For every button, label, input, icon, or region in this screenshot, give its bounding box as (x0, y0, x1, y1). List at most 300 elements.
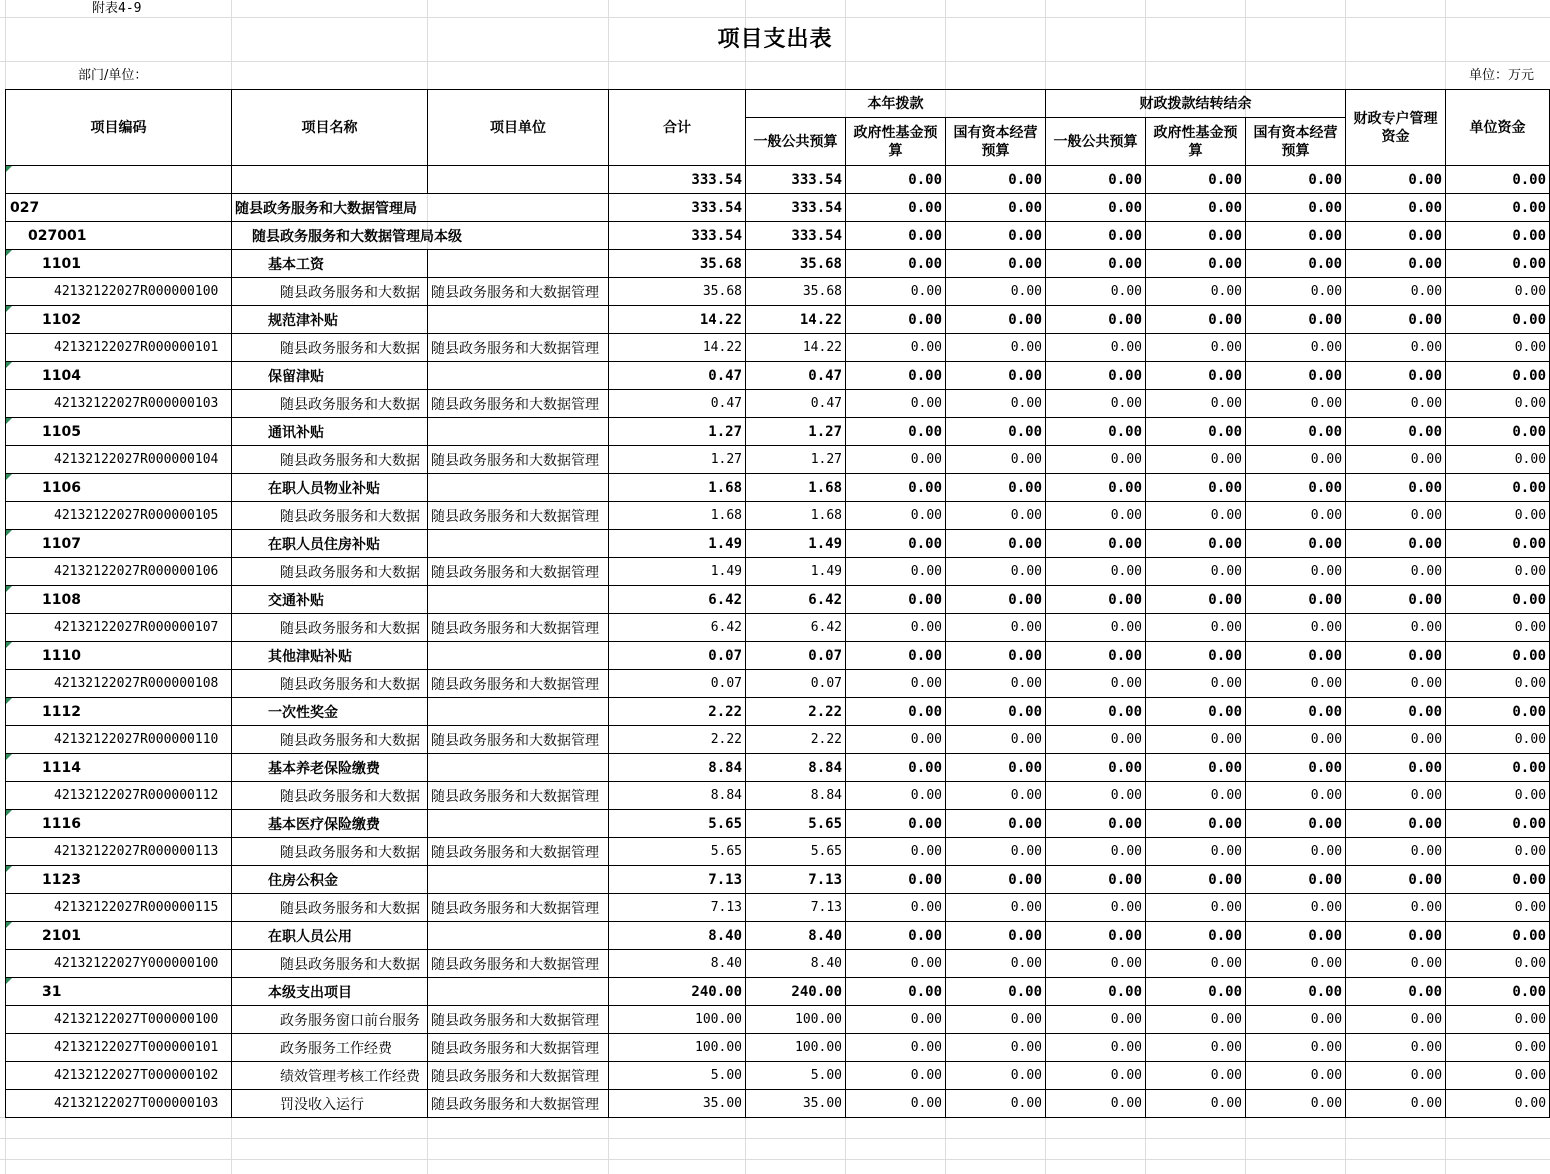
table-row[interactable] (6, 1062, 1550, 1090)
amount-cell[interactable]: 0.00 (1246, 474, 1346, 502)
amount-cell[interactable]: 0.00 (1046, 726, 1146, 754)
project-unit-cell[interactable] (428, 698, 609, 726)
amount-cell[interactable]: 0.00 (1446, 1062, 1550, 1090)
amount-cell[interactable]: 0.00 (1346, 1034, 1446, 1062)
amount-cell[interactable]: 8.40 (746, 950, 846, 978)
amount-cell[interactable]: 0.00 (1046, 782, 1146, 810)
amount-cell[interactable]: 333.54 (746, 222, 846, 250)
amount-cell[interactable]: 0.00 (1446, 698, 1550, 726)
amount-cell[interactable]: 5.65 (609, 838, 746, 866)
amount-cell[interactable]: 8.84 (609, 754, 746, 782)
amount-cell[interactable]: 0.00 (946, 670, 1046, 698)
amount-cell[interactable]: 0.00 (846, 474, 946, 502)
project-unit-cell[interactable]: 随县政务服务和大数据管理 (428, 1006, 609, 1034)
amount-cell[interactable]: 0.00 (1346, 306, 1446, 334)
header-name[interactable]: 项目名称 (232, 90, 428, 166)
amount-cell[interactable]: 0.00 (1246, 670, 1346, 698)
table-row[interactable] (6, 166, 1550, 194)
project-name-cell[interactable]: 随县政务服务和大数据 (232, 838, 428, 866)
table-row[interactable] (6, 978, 1550, 1006)
amount-cell[interactable]: 0.00 (1246, 194, 1346, 222)
project-code-cell[interactable]: 42132122027R000000113 (6, 838, 232, 866)
amount-cell[interactable]: 1.49 (746, 558, 846, 586)
project-name-cell[interactable]: 随县政务服务和大数据管理局 (232, 194, 609, 222)
project-name-cell[interactable]: 随县政务服务和大数据 (232, 782, 428, 810)
amount-cell[interactable]: 0.00 (846, 614, 946, 642)
amount-cell[interactable]: 0.07 (746, 642, 846, 670)
table-row[interactable] (6, 698, 1550, 726)
amount-cell[interactable]: 0.00 (1046, 586, 1146, 614)
amount-cell[interactable]: 0.00 (1246, 418, 1346, 446)
amount-cell[interactable]: 0.00 (1046, 194, 1146, 222)
amount-cell[interactable]: 0.00 (946, 810, 1046, 838)
project-name-cell[interactable]: 住房公积金 (232, 866, 428, 894)
amount-cell[interactable]: 0.00 (1146, 530, 1246, 558)
header-special-account[interactable]: 财政专户管理资金 (1346, 90, 1446, 166)
amount-cell[interactable]: 0.00 (1146, 194, 1246, 222)
amount-cell[interactable]: 0.00 (1146, 894, 1246, 922)
amount-cell[interactable]: 1.27 (609, 418, 746, 446)
amount-cell[interactable]: 5.65 (746, 838, 846, 866)
project-name-cell[interactable]: 随县政务服务和大数据 (232, 894, 428, 922)
amount-cell[interactable]: 0.00 (946, 1006, 1046, 1034)
amount-cell[interactable]: 6.42 (746, 614, 846, 642)
amount-cell[interactable]: 0.00 (846, 894, 946, 922)
amount-cell[interactable]: 0.00 (946, 586, 1046, 614)
table-row[interactable] (6, 866, 1550, 894)
amount-cell[interactable]: 0.00 (1046, 390, 1146, 418)
amount-cell[interactable]: 0.00 (1246, 922, 1346, 950)
header-group-current-year[interactable]: 本年拨款 (746, 90, 1046, 118)
amount-cell[interactable]: 0.00 (1446, 530, 1550, 558)
amount-cell[interactable]: 0.00 (1246, 754, 1346, 782)
amount-cell[interactable]: 6.42 (609, 614, 746, 642)
amount-cell[interactable]: 0.00 (1246, 838, 1346, 866)
amount-cell[interactable]: 0.00 (846, 362, 946, 390)
amount-cell[interactable]: 0.00 (1246, 530, 1346, 558)
amount-cell[interactable]: 0.00 (846, 530, 946, 558)
amount-cell[interactable]: 0.00 (1246, 222, 1346, 250)
table-row[interactable] (6, 838, 1550, 866)
amount-cell[interactable]: 0.00 (1146, 166, 1246, 194)
amount-cell[interactable]: 0.00 (1446, 894, 1550, 922)
amount-cell[interactable]: 0.00 (1246, 950, 1346, 978)
amount-cell[interactable]: 0.00 (946, 698, 1046, 726)
amount-cell[interactable]: 1.68 (746, 502, 846, 530)
project-code-cell[interactable]: 027001 (6, 222, 232, 250)
amount-cell[interactable]: 0.00 (946, 922, 1046, 950)
amount-cell[interactable]: 0.00 (1146, 642, 1246, 670)
amount-cell[interactable]: 8.40 (609, 950, 746, 978)
amount-cell[interactable]: 100.00 (746, 1034, 846, 1062)
project-unit-cell[interactable]: 随县政务服务和大数据管理 (428, 1062, 609, 1090)
amount-cell[interactable]: 0.00 (1246, 306, 1346, 334)
amount-cell[interactable]: 0.00 (946, 334, 1046, 362)
amount-cell[interactable]: 0.00 (1146, 222, 1246, 250)
amount-cell[interactable]: 0.00 (1346, 334, 1446, 362)
amount-cell[interactable]: 0.00 (1346, 530, 1446, 558)
project-code-cell[interactable]: 027 (6, 194, 232, 222)
amount-cell[interactable]: 0.00 (1446, 222, 1550, 250)
project-code-cell[interactable]: 1107 (6, 530, 232, 558)
amount-cell[interactable]: 0.00 (1246, 166, 1346, 194)
table-row[interactable] (6, 670, 1550, 698)
project-name-cell[interactable]: 随县政务服务和大数据管理局本级 (232, 222, 609, 250)
project-unit-cell[interactable]: 随县政务服务和大数据管理 (428, 1090, 609, 1118)
project-code-cell[interactable]: 1123 (6, 866, 232, 894)
amount-cell[interactable]: 0.00 (1246, 1034, 1346, 1062)
amount-cell[interactable]: 0.00 (846, 1034, 946, 1062)
amount-cell[interactable]: 0.00 (1046, 418, 1146, 446)
project-code-cell[interactable]: 1108 (6, 586, 232, 614)
amount-cell[interactable]: 0.00 (1346, 390, 1446, 418)
amount-cell[interactable]: 0.07 (746, 670, 846, 698)
amount-cell[interactable]: 0.00 (1146, 754, 1246, 782)
amount-cell[interactable]: 7.13 (746, 866, 846, 894)
project-unit-cell[interactable]: 随县政务服务和大数据管理 (428, 950, 609, 978)
amount-cell[interactable]: 5.00 (746, 1062, 846, 1090)
project-name-cell[interactable]: 规范津补贴 (232, 306, 428, 334)
amount-cell[interactable]: 0.00 (1446, 726, 1550, 754)
amount-cell[interactable]: 100.00 (746, 1006, 846, 1034)
project-code-cell[interactable]: 42132122027T000000103 (6, 1090, 232, 1118)
table-row[interactable] (6, 222, 1550, 250)
amount-cell[interactable]: 0.00 (1146, 1034, 1246, 1062)
project-unit-cell[interactable]: 随县政务服务和大数据管理 (428, 670, 609, 698)
project-name-cell[interactable]: 交通补贴 (232, 586, 428, 614)
amount-cell[interactable]: 7.13 (746, 894, 846, 922)
amount-cell[interactable]: 0.00 (846, 1090, 946, 1118)
amount-cell[interactable]: 0.00 (1046, 306, 1146, 334)
amount-cell[interactable]: 0.00 (946, 950, 1046, 978)
project-code-cell[interactable]: 42132122027R000000115 (6, 894, 232, 922)
project-name-cell[interactable]: 随县政务服务和大数据 (232, 390, 428, 418)
project-name-cell[interactable]: 政务服务窗口前台服务 (232, 1006, 428, 1034)
project-name-cell[interactable]: 本级支出项目 (232, 978, 428, 1006)
amount-cell[interactable]: 0.00 (1146, 978, 1246, 1006)
project-unit-cell[interactable]: 随县政务服务和大数据管理 (428, 1034, 609, 1062)
amount-cell[interactable]: 0.00 (946, 222, 1046, 250)
amount-cell[interactable]: 0.00 (1146, 726, 1246, 754)
header-carry-general-budget[interactable]: 一般公共预算 (1046, 118, 1146, 166)
amount-cell[interactable]: 0.00 (946, 614, 1046, 642)
amount-cell[interactable]: 0.00 (1346, 362, 1446, 390)
amount-cell[interactable]: 1.49 (746, 530, 846, 558)
amount-cell[interactable]: 0.00 (1446, 614, 1550, 642)
amount-cell[interactable]: 0.00 (1046, 838, 1146, 866)
project-name-cell[interactable]: 随县政务服务和大数据 (232, 334, 428, 362)
amount-cell[interactable]: 0.00 (1446, 922, 1550, 950)
project-unit-cell[interactable]: 随县政务服务和大数据管理 (428, 502, 609, 530)
amount-cell[interactable]: 14.22 (609, 334, 746, 362)
project-name-cell[interactable]: 基本养老保险缴费 (232, 754, 428, 782)
project-code-cell[interactable]: 42132122027T000000100 (6, 1006, 232, 1034)
amount-cell[interactable]: 0.00 (1246, 446, 1346, 474)
project-name-cell[interactable]: 随县政务服务和大数据 (232, 614, 428, 642)
amount-cell[interactable]: 35.68 (746, 278, 846, 306)
project-code-cell[interactable]: 1106 (6, 474, 232, 502)
project-unit-cell[interactable] (428, 922, 609, 950)
amount-cell[interactable]: 8.84 (609, 782, 746, 810)
amount-cell[interactable]: 0.00 (1046, 222, 1146, 250)
amount-cell[interactable]: 0.00 (1246, 278, 1346, 306)
amount-cell[interactable]: 0.00 (1346, 502, 1446, 530)
table-row[interactable] (6, 194, 1550, 222)
amount-cell[interactable]: 0.00 (1446, 782, 1550, 810)
amount-cell[interactable]: 0.00 (1346, 250, 1446, 278)
project-code-cell[interactable]: 42132122027R000000101 (6, 334, 232, 362)
header-state-capital-budget[interactable]: 国有资本经营预算 (946, 118, 1046, 166)
amount-cell[interactable]: 0.00 (1046, 698, 1146, 726)
amount-cell[interactable]: 0.00 (946, 866, 1046, 894)
project-code-cell[interactable]: 42132122027T000000101 (6, 1034, 232, 1062)
project-code-cell[interactable]: 42132122027R000000106 (6, 558, 232, 586)
amount-cell[interactable]: 0.00 (1046, 278, 1146, 306)
amount-cell[interactable]: 0.00 (1046, 670, 1146, 698)
project-name-cell[interactable]: 罚没收入运行 (232, 1090, 428, 1118)
table-row[interactable] (6, 362, 1550, 390)
project-unit-cell[interactable]: 随县政务服务和大数据管理 (428, 558, 609, 586)
amount-cell[interactable]: 2.22 (746, 726, 846, 754)
amount-cell[interactable]: 0.00 (1446, 754, 1550, 782)
amount-cell[interactable]: 0.00 (1346, 446, 1446, 474)
amount-cell[interactable]: 5.65 (609, 810, 746, 838)
amount-cell[interactable]: 333.54 (746, 166, 846, 194)
table-row[interactable] (6, 642, 1550, 670)
project-code-cell[interactable]: 42132122027R000000103 (6, 390, 232, 418)
amount-cell[interactable]: 0.00 (1446, 334, 1550, 362)
amount-cell[interactable]: 0.00 (1346, 698, 1446, 726)
amount-cell[interactable]: 0.00 (946, 1034, 1046, 1062)
amount-cell[interactable]: 0.47 (746, 362, 846, 390)
amount-cell[interactable]: 0.00 (1446, 446, 1550, 474)
project-code-cell[interactable]: 1116 (6, 810, 232, 838)
amount-cell[interactable]: 0.00 (846, 446, 946, 474)
amount-cell[interactable]: 0.00 (946, 782, 1046, 810)
amount-cell[interactable]: 0.00 (1346, 866, 1446, 894)
amount-cell[interactable]: 0.00 (1346, 418, 1446, 446)
header-carry-gov-fund-budget[interactable]: 政府性基金预算 (1146, 118, 1246, 166)
amount-cell[interactable]: 0.00 (946, 306, 1046, 334)
amount-cell[interactable]: 0.00 (1346, 810, 1446, 838)
amount-cell[interactable]: 0.00 (946, 502, 1046, 530)
project-unit-cell[interactable]: 随县政务服务和大数据管理 (428, 838, 609, 866)
amount-cell[interactable]: 0.00 (1446, 390, 1550, 418)
project-unit-cell[interactable] (428, 978, 609, 1006)
amount-cell[interactable]: 100.00 (609, 1034, 746, 1062)
amount-cell[interactable]: 0.00 (846, 222, 946, 250)
amount-cell[interactable]: 35.68 (609, 278, 746, 306)
amount-cell[interactable]: 0.00 (1146, 922, 1246, 950)
project-code-cell[interactable]: 42132122027Y000000100 (6, 950, 232, 978)
amount-cell[interactable]: 0.00 (1046, 614, 1146, 642)
amount-cell[interactable]: 0.00 (846, 586, 946, 614)
amount-cell[interactable]: 0.00 (1346, 950, 1446, 978)
amount-cell[interactable]: 0.00 (1346, 166, 1446, 194)
amount-cell[interactable]: 0.00 (846, 558, 946, 586)
amount-cell[interactable]: 0.00 (1346, 894, 1446, 922)
amount-cell[interactable]: 0.00 (1046, 950, 1146, 978)
amount-cell[interactable]: 0.00 (1046, 1062, 1146, 1090)
project-code-cell[interactable]: 42132122027R000000112 (6, 782, 232, 810)
amount-cell[interactable]: 0.00 (1046, 810, 1146, 838)
amount-cell[interactable]: 0.00 (1146, 502, 1246, 530)
amount-cell[interactable]: 0.00 (1346, 558, 1446, 586)
amount-cell[interactable]: 0.00 (1346, 782, 1446, 810)
header-total[interactable]: 合计 (609, 90, 746, 166)
amount-cell[interactable]: 2.22 (609, 726, 746, 754)
amount-cell[interactable]: 0.00 (1246, 642, 1346, 670)
amount-cell[interactable]: 240.00 (609, 978, 746, 1006)
table-row[interactable] (6, 754, 1550, 782)
table-row[interactable] (6, 502, 1550, 530)
amount-cell[interactable]: 0.00 (1046, 502, 1146, 530)
amount-cell[interactable]: 0.00 (1246, 614, 1346, 642)
project-code-cell[interactable] (6, 166, 232, 194)
amount-cell[interactable]: 0.00 (1446, 1090, 1550, 1118)
amount-cell[interactable]: 0.00 (1246, 390, 1346, 418)
amount-cell[interactable]: 0.00 (1046, 1006, 1146, 1034)
amount-cell[interactable]: 0.00 (1346, 194, 1446, 222)
amount-cell[interactable]: 0.00 (946, 250, 1046, 278)
amount-cell[interactable]: 35.68 (746, 250, 846, 278)
amount-cell[interactable]: 1.49 (609, 530, 746, 558)
project-name-cell[interactable]: 随县政务服务和大数据 (232, 726, 428, 754)
amount-cell[interactable]: 0.07 (609, 670, 746, 698)
project-code-cell[interactable]: 1114 (6, 754, 232, 782)
amount-cell[interactable]: 0.00 (1046, 166, 1146, 194)
amount-cell[interactable]: 0.00 (1346, 1006, 1446, 1034)
amount-cell[interactable]: 0.00 (1146, 670, 1246, 698)
amount-cell[interactable]: 0.00 (1146, 950, 1246, 978)
amount-cell[interactable]: 0.00 (1246, 866, 1346, 894)
table-row[interactable] (6, 390, 1550, 418)
amount-cell[interactable]: 0.00 (1146, 558, 1246, 586)
amount-cell[interactable]: 0.00 (846, 698, 946, 726)
amount-cell[interactable]: 0.00 (1446, 250, 1550, 278)
table-row[interactable] (6, 418, 1550, 446)
table-row[interactable] (6, 474, 1550, 502)
header-gov-fund-budget[interactable]: 政府性基金预算 (846, 118, 946, 166)
amount-cell[interactable]: 0.00 (1046, 474, 1146, 502)
amount-cell[interactable]: 0.00 (1346, 838, 1446, 866)
project-name-cell[interactable]: 随县政务服务和大数据 (232, 950, 428, 978)
amount-cell[interactable]: 0.00 (946, 978, 1046, 1006)
amount-cell[interactable]: 0.00 (846, 1062, 946, 1090)
amount-cell[interactable]: 0.00 (1146, 418, 1246, 446)
amount-cell[interactable]: 0.00 (1146, 866, 1246, 894)
project-name-cell[interactable]: 一次性奖金 (232, 698, 428, 726)
amount-cell[interactable]: 0.00 (846, 810, 946, 838)
amount-cell[interactable]: 0.00 (1246, 1006, 1346, 1034)
amount-cell[interactable]: 0.00 (1346, 754, 1446, 782)
amount-cell[interactable]: 0.00 (1446, 1034, 1550, 1062)
amount-cell[interactable]: 0.00 (946, 390, 1046, 418)
project-code-cell[interactable]: 31 (6, 978, 232, 1006)
project-code-cell[interactable]: 42132122027R000000108 (6, 670, 232, 698)
project-unit-cell[interactable] (428, 866, 609, 894)
amount-cell[interactable]: 0.00 (946, 838, 1046, 866)
amount-cell[interactable]: 0.00 (1446, 670, 1550, 698)
amount-cell[interactable]: 35.00 (746, 1090, 846, 1118)
project-name-cell[interactable]: 随县政务服务和大数据 (232, 558, 428, 586)
amount-cell[interactable]: 0.00 (1246, 810, 1346, 838)
amount-cell[interactable]: 0.00 (1146, 474, 1246, 502)
project-name-cell[interactable]: 其他津贴补贴 (232, 642, 428, 670)
project-unit-cell[interactable]: 随县政务服务和大数据管理 (428, 390, 609, 418)
amount-cell[interactable]: 2.22 (609, 698, 746, 726)
project-unit-cell[interactable]: 随县政务服务和大数据管理 (428, 334, 609, 362)
amount-cell[interactable]: 0.00 (846, 670, 946, 698)
project-name-cell[interactable]: 随县政务服务和大数据 (232, 502, 428, 530)
project-unit-cell[interactable]: 随县政务服务和大数据管理 (428, 614, 609, 642)
project-unit-cell[interactable] (428, 306, 609, 334)
amount-cell[interactable]: 0.00 (1046, 334, 1146, 362)
amount-cell[interactable]: 0.00 (1146, 250, 1246, 278)
amount-cell[interactable]: 0.00 (1346, 474, 1446, 502)
amount-cell[interactable]: 0.00 (1346, 642, 1446, 670)
project-unit-cell[interactable] (428, 474, 609, 502)
amount-cell[interactable]: 0.00 (1246, 586, 1346, 614)
amount-cell[interactable]: 0.00 (1246, 334, 1346, 362)
header-code[interactable]: 项目编码 (6, 90, 232, 166)
amount-cell[interactable]: 0.00 (1246, 894, 1346, 922)
amount-cell[interactable]: 0.00 (846, 642, 946, 670)
table-row[interactable] (6, 1090, 1550, 1118)
amount-cell[interactable]: 0.00 (946, 474, 1046, 502)
amount-cell[interactable]: 0.00 (1346, 1090, 1446, 1118)
amount-cell[interactable]: 0.07 (609, 642, 746, 670)
amount-cell[interactable]: 5.00 (609, 1062, 746, 1090)
amount-cell[interactable]: 0.00 (1046, 922, 1146, 950)
amount-cell[interactable]: 0.00 (846, 278, 946, 306)
table-row[interactable] (6, 726, 1550, 754)
amount-cell[interactable]: 0.00 (1046, 446, 1146, 474)
header-unit[interactable]: 项目单位 (428, 90, 609, 166)
project-name-cell[interactable]: 随县政务服务和大数据 (232, 278, 428, 306)
amount-cell[interactable]: 0.00 (1446, 978, 1550, 1006)
project-name-cell[interactable]: 在职人员公用 (232, 922, 428, 950)
amount-cell[interactable]: 0.00 (1446, 194, 1550, 222)
project-name-cell[interactable]: 在职人员住房补贴 (232, 530, 428, 558)
amount-cell[interactable]: 0.00 (1446, 418, 1550, 446)
amount-cell[interactable]: 0.00 (1346, 670, 1446, 698)
amount-cell[interactable]: 0.00 (1246, 782, 1346, 810)
table-row[interactable] (6, 894, 1550, 922)
amount-cell[interactable]: 0.00 (846, 838, 946, 866)
amount-cell[interactable]: 0.00 (1446, 474, 1550, 502)
table-row[interactable] (6, 334, 1550, 362)
amount-cell[interactable]: 0.00 (946, 166, 1046, 194)
amount-cell[interactable]: 0.00 (1246, 502, 1346, 530)
project-name-cell[interactable]: 在职人员物业补贴 (232, 474, 428, 502)
amount-cell[interactable]: 0.00 (1446, 810, 1550, 838)
amount-cell[interactable]: 1.68 (609, 502, 746, 530)
amount-cell[interactable]: 0.00 (1146, 390, 1246, 418)
project-unit-cell[interactable] (428, 810, 609, 838)
amount-cell[interactable]: 6.42 (609, 586, 746, 614)
amount-cell[interactable]: 0.00 (846, 502, 946, 530)
project-name-cell[interactable]: 绩效管理考核工作经费 (232, 1062, 428, 1090)
amount-cell[interactable]: 0.00 (1146, 306, 1246, 334)
amount-cell[interactable]: 0.00 (1346, 278, 1446, 306)
amount-cell[interactable]: 1.27 (746, 418, 846, 446)
project-unit-cell[interactable] (428, 642, 609, 670)
project-unit-cell[interactable]: 随县政务服务和大数据管理 (428, 782, 609, 810)
amount-cell[interactable]: 100.00 (609, 1006, 746, 1034)
amount-cell[interactable]: 0.00 (946, 278, 1046, 306)
amount-cell[interactable]: 0.00 (1146, 810, 1246, 838)
